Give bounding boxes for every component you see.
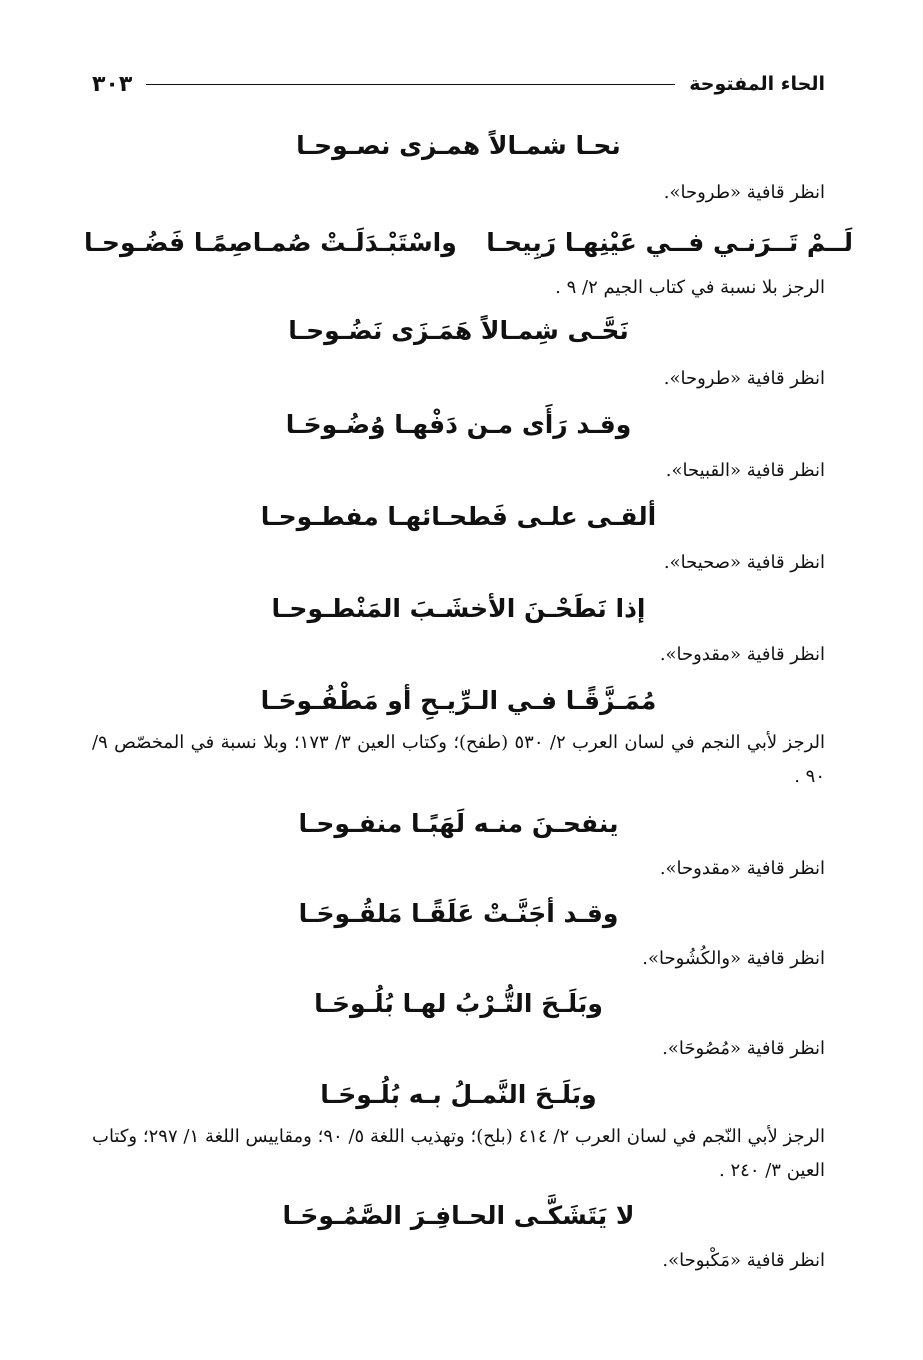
note: الرجز لأبي النجم في لسان العرب ٢/ ٥٣٠ (طفح)؛ وكتاب العين ٣/ ١٧٣؛ وبلا نسبة في المخصّص ٩/ ٩٠ . bbox=[92, 732, 825, 787]
verse: وبَلَـحَ التُّـرْبُ لهـا بُلُـوحَـا bbox=[314, 989, 603, 1018]
note: انظر قافية «طروحا». bbox=[663, 182, 825, 203]
verse: ينفحـنَ منـه لَهَبًـا منفـوحـا bbox=[298, 809, 619, 838]
note: الرجز لأبي النّجم في لسان العرب ٢/ ٤١٤ (بلح)؛ وتهذيب اللغة ٥/ ٩٠؛ ومقاييس اللغة ١/ ٢٩٧؛ وكتاب العين ٣/ ٢٤٠ . bbox=[92, 1126, 826, 1181]
verse-second-half: واسْتَبْـدَلَـتْ صُمـاصِمًـا فَضُـوحـا bbox=[84, 228, 457, 257]
verse: نَحَّـى شِمـالاً هَمَـزَى نَضُـوحـا bbox=[288, 316, 629, 345]
verse: لا يَتَشَكَّـى الحـافِـرَ الصَّمُـوحَـا bbox=[282, 1201, 635, 1230]
verse-couplet bbox=[84, 213, 853, 273]
verse-first-half: لَــمْ تَــرَنـي فــي عَيْنِهـا رَبِيحـا bbox=[486, 228, 853, 257]
note: انظر قافية «والكُشُوحا». bbox=[642, 948, 825, 969]
note: انظر قافية «صحيحا». bbox=[663, 552, 825, 573]
verse: ألقـى علـى فَطحـائهـا مفطـوحـا bbox=[260, 502, 657, 531]
note: الرجز بلا نسبة في كتاب الجيم ٢/ ٩ . bbox=[555, 277, 825, 298]
verse: إذا نَطَحْـنَ الأخشَـبَ المَنْطـوحـا bbox=[271, 594, 646, 623]
running-title: الحاء المفتوحة bbox=[689, 73, 825, 95]
note: انظر قافية «مقدوحا». bbox=[659, 644, 825, 665]
verse: وقـد أجَنَّـتْ عَلَقًـا مَلقُـوحَـا bbox=[298, 899, 619, 928]
page-header bbox=[92, 62, 825, 106]
note: انظر قافية «مقدوحا». bbox=[659, 858, 825, 879]
page-body bbox=[84, 118, 853, 1282]
verse: نحـا شمـالاً همـزى نصـوحـا bbox=[296, 131, 621, 160]
verse: وبَلَـحَ النَّمـلُ بـه بُلُـوحَـا bbox=[320, 1080, 597, 1109]
note: انظر قافية «القبيحا». bbox=[665, 460, 825, 481]
note: انظر قافية «طروحا». bbox=[663, 368, 825, 389]
header-rule bbox=[146, 84, 675, 85]
note: انظر قافية «مُصُوحَا». bbox=[662, 1038, 825, 1059]
note: انظر قافية «مَكْبوحا». bbox=[662, 1250, 825, 1271]
verse: مُمَـزَّقًـا فـي الـرِّيـحِ أو مَطْفُـوحَـا bbox=[260, 686, 657, 715]
page-number: ٣٠٣ bbox=[92, 71, 133, 97]
verse: وقـد رَأَى مـن دَفْهـا وُضُـوحَـا bbox=[285, 410, 632, 439]
